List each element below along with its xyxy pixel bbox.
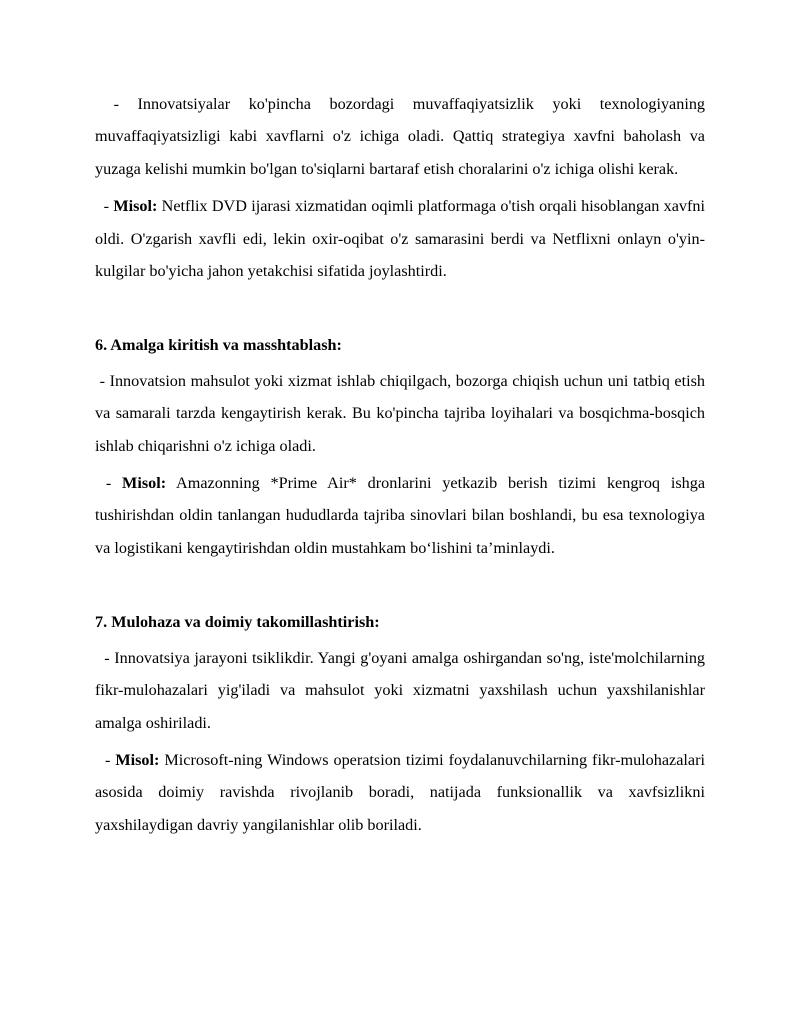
section5-example-paragraph [95, 190, 710, 287]
example-label: Misol: [122, 474, 167, 493]
example-label: Misol: [115, 750, 160, 769]
example-prefix: - [95, 750, 116, 769]
example-label: Misol: [113, 197, 158, 216]
section7-paragraph: - Innovatsiya jarayoni tsiklikdir. Yangi g'oyani amalga oshirgandan so'ng, iste'molchilarning fikr-mulohazalari yig'iladi va mahsulot yoki xizmatni yaxshilash uchun yaxshilanishlar amalga oshiriladi. [95, 648, 710, 732]
example-text: Microsoft-ning Windows operatsion tizimi foydalanuvchilarning fikr-mulohazalari asosida doimiy ravishda rivojlanib boradi, natijada funksionallik va xavfsizlikni yaxshilaydigan davriy yangilanishlar olib boriladi. [95, 750, 710, 834]
example-text: Amazonning *Prime Air* dronlarini yetkazib berish tizimi kengroq ishga tushirishdan oldin tanlangan hududlarda tajriba sinovlari bilan boshlandi, bu esa texnologiya va logistikani kengaytirishdan oldin mustahkam bo‘lishini ta’minlaydi. [95, 474, 710, 557]
section6-heading: 6. Amalga kiritish va masshtablash: [95, 336, 342, 355]
example-prefix: - [95, 474, 123, 493]
section7-heading: 7. Mulohaza va doimiy takomillashtirish: [95, 613, 380, 632]
example-prefix: - [95, 197, 114, 216]
section5-risk-paragraph: - Innovatsiyalar ko'pincha bozordagi muvaffaqiyatsizlik yoki texnologiyaning muvaffaqiyatsizligi kabi xavflarni o'z ichiga oladi. Qattiq strategiya xavfni baholash va yuzaga kelishi mumkin bo'lgan to'siqlarni bartaraf etish choralarini o'z ichiga olishi kerak. [95, 95, 710, 178]
document-page [95, 88, 710, 841]
section7-example-paragraph [95, 744, 710, 841]
section6-example-paragraph [95, 467, 710, 564]
example-text: Netflix DVD ijarasi xizmatidan oqimli platformaga o'tish orqali hisoblangan xavfni oldi. O'zgarish xavfli edi, lekin oxir-oqibat o'z samarasini berdi va Netflixni onlayn o'yin-kulgilar bo'yicha jahon yetakchisi sifatida joylashtirdi. [95, 197, 710, 281]
section6-paragraph: - Innovatsion mahsulot yoki xizmat ishlab chiqilgach, bozorga chiqish uchun uni tatbiq etish va samarali tarzda kengaytirish kerak. Bu ko'pincha tajriba loyihalari va bosqichma-bosqich ishlab chiqarishni o'z ichiga oladi. [95, 371, 710, 455]
